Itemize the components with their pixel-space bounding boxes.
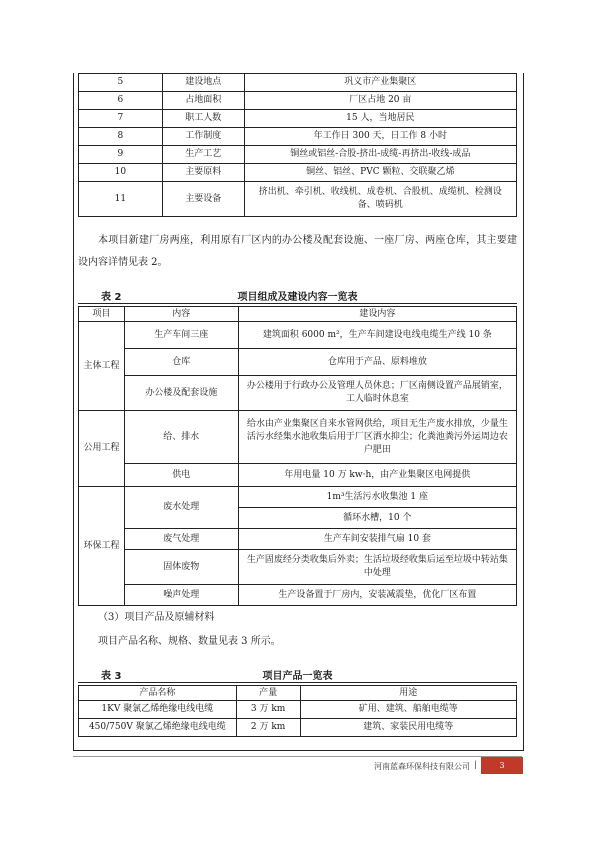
intro-paragraph: 本项目新建厂房两座，利用原有厂区内的办公楼及配套设施、一座厂房、两座仓库，其主要建设内容详情见表 2。 <box>78 235 517 268</box>
row-item: 占地面积 <box>162 92 244 110</box>
row-build: 建筑面积 6000 m²，生产车间建设电线电缆生产线 10 条 <box>238 322 516 349</box>
row-content: 仓库 <box>124 349 238 376</box>
table2-number: 表 2 <box>101 292 122 303</box>
table-row <box>79 487 517 508</box>
table2-caption <box>78 287 517 304</box>
row-content: 废气处理 <box>124 529 238 550</box>
table-row <box>79 74 517 92</box>
row-content: 巩义市产业集聚区 <box>244 74 516 92</box>
table-row <box>79 349 517 376</box>
row-number: 8 <box>79 128 163 146</box>
row-number: 6 <box>79 92 163 110</box>
row-item: 建设地点 <box>162 74 244 92</box>
header-name: 产品名称 <box>79 686 237 701</box>
row-item: 工作制度 <box>162 128 244 146</box>
header-build: 建设内容 <box>238 307 516 322</box>
row-build: 仓库用于产品、原料堆放 <box>238 349 516 376</box>
row-build: 生产固废经分类收集后外卖；生活垃圾经收集后运至垃圾中转站集中处理 <box>238 550 516 585</box>
row-content: 15 人，当地居民 <box>244 110 516 128</box>
table-row <box>79 322 517 349</box>
page-number: 3 <box>481 757 523 774</box>
group-main: 主体工程 <box>79 322 125 411</box>
table3-number: 表 3 <box>101 671 122 682</box>
footer-company-name: 河南蓝森环保科技有限公司 <box>374 762 470 771</box>
row-content: 铜丝或铝丝-合股-挤出-成缆-再挤出-收线-成品 <box>244 146 516 164</box>
product-use: 矿用、建筑、船舶电缆等 <box>300 701 516 719</box>
product-list-table <box>78 685 517 737</box>
table-row <box>79 92 517 110</box>
row-content: 废水处理 <box>124 487 238 529</box>
row-content: 厂区占地 20 亩 <box>244 92 516 110</box>
row-item: 生产工艺 <box>162 146 244 164</box>
header-qty: 产量 <box>236 686 300 701</box>
row-content: 固体废物 <box>124 550 238 585</box>
header-content: 内容 <box>124 307 238 322</box>
table3-title: 项目产品一览表 <box>262 671 333 682</box>
table-row <box>79 128 517 146</box>
table-row <box>79 164 517 182</box>
table-row <box>79 182 517 217</box>
row-content: 年工作日 300 天，日工作 8 小时 <box>244 128 516 146</box>
product-name: 1KV 聚氯乙烯绝缘电线电缆 <box>79 701 237 719</box>
product-qty: 3 万 km <box>236 701 300 719</box>
row-number: 7 <box>79 110 163 128</box>
project-composition-table <box>78 306 517 606</box>
row-content: 挤出机、牵引机、收线机、成卷机、合股机、成缆机、检测设备、喷码机 <box>244 182 516 217</box>
row-number: 11 <box>79 182 163 217</box>
table-header-row <box>79 307 517 322</box>
group-public: 公用工程 <box>79 411 125 487</box>
row-build: 1m³生活污水收集池 1 座 <box>238 487 516 508</box>
table-row <box>79 411 517 464</box>
footer-separator: | <box>474 760 477 769</box>
table-row <box>79 701 517 719</box>
row-build: 循环水槽，10 个 <box>238 508 516 529</box>
row-content: 铜丝、铝丝、PVC 颗粒、交联聚乙烯 <box>244 164 516 182</box>
project-basic-info-table <box>78 73 517 217</box>
table3-caption <box>78 666 517 683</box>
table-row <box>79 719 517 737</box>
table-row <box>79 146 517 164</box>
row-number: 9 <box>79 146 163 164</box>
row-build: 给水由产业集聚区自来水管网供给，项目无生产废水排放，少量生活污水经集水池收集后用于厂区洒水抑尘；化粪池粪污外运周边农户肥田 <box>238 411 516 464</box>
table-row <box>79 376 517 411</box>
row-item: 主要原料 <box>162 164 244 182</box>
section-heading: （3）项目产品及原辅材料 <box>98 612 215 623</box>
table-row <box>79 464 517 487</box>
table3-intro: 项目产品名称、规格、数量见表 3 所示。 <box>98 636 281 647</box>
group-env: 环保工程 <box>79 487 125 606</box>
header-use: 用途 <box>300 686 516 701</box>
table-row <box>79 529 517 550</box>
row-build: 年用电量 10 万 kw·h，由产业集聚区电网提供 <box>238 464 516 487</box>
row-build: 办公楼用于行政办公及管理人员休息；厂区南侧设置产品展销室，工人临时休息室 <box>238 376 516 411</box>
table-row <box>79 550 517 585</box>
row-build: 生产车间安装排气扇 10 套 <box>238 529 516 550</box>
row-content: 生产车间三座 <box>124 322 238 349</box>
footer-divider <box>73 756 522 757</box>
row-number: 5 <box>79 74 163 92</box>
table2-title: 项目组成及建设内容一览表 <box>237 292 358 303</box>
table-row <box>79 585 517 606</box>
product-name: 450/750V 聚氯乙烯绝缘电线电缆 <box>79 719 237 737</box>
table-header-row <box>79 686 517 701</box>
row-number: 10 <box>79 164 163 182</box>
row-content: 噪声处理 <box>124 585 238 606</box>
row-item: 主要设备 <box>162 182 244 217</box>
row-content: 供电 <box>124 464 238 487</box>
row-content: 给、排水 <box>124 411 238 464</box>
header-item: 项目 <box>79 307 125 322</box>
row-content: 办公楼及配套设施 <box>124 376 238 411</box>
row-build: 生产设备置于厂房内，安装减震垫，优化厂区布置 <box>238 585 516 606</box>
product-use: 建筑、家装民用电缆等 <box>300 719 516 737</box>
row-item: 职工人数 <box>162 110 244 128</box>
table-row <box>79 110 517 128</box>
product-qty: 2 万 km <box>236 719 300 737</box>
